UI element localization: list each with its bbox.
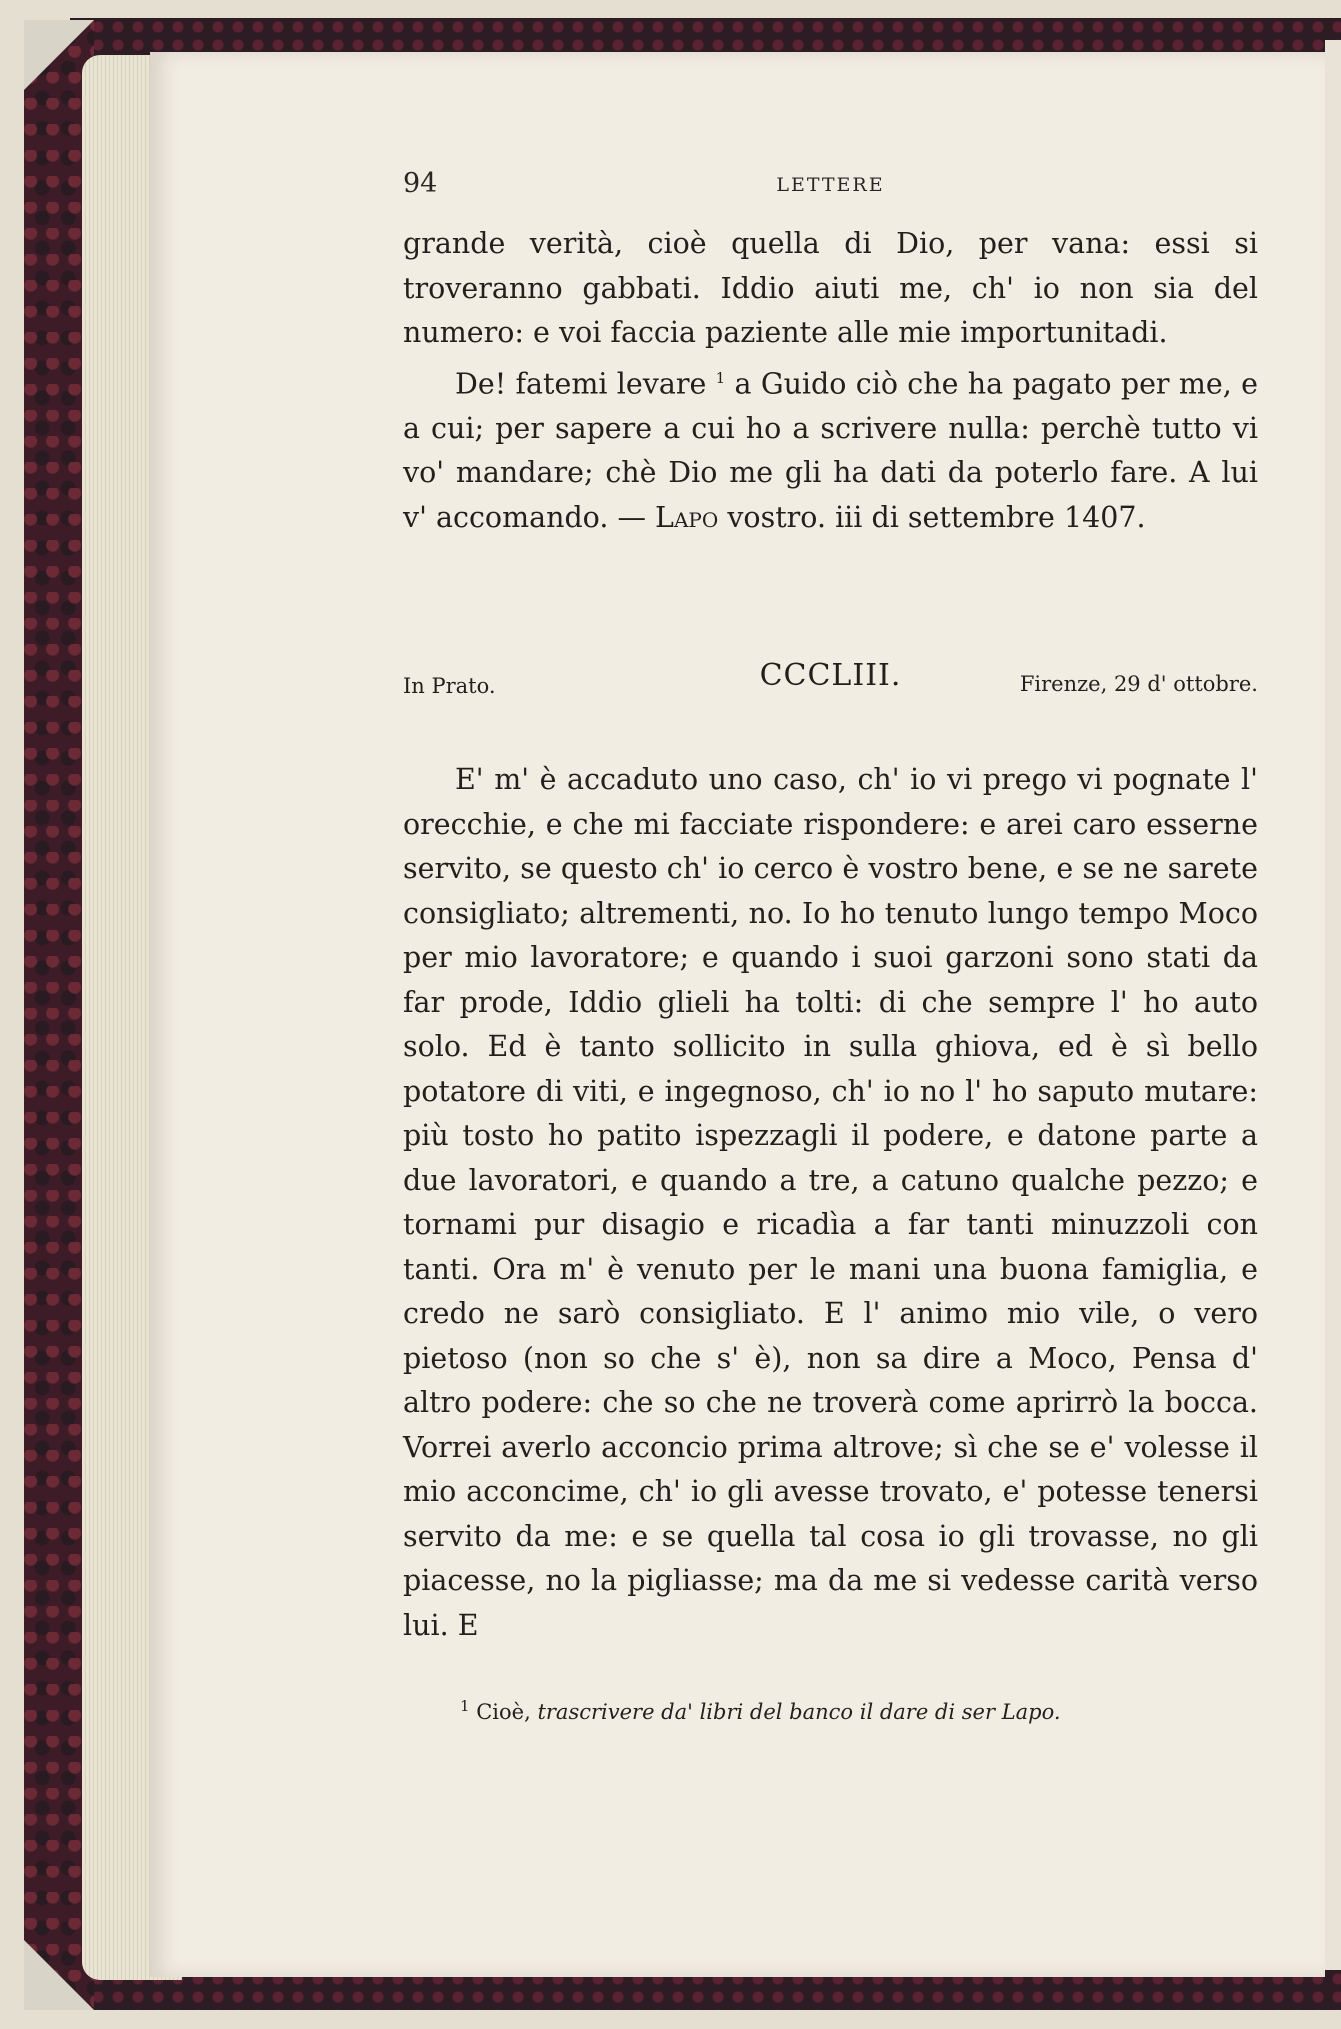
footnote-reference: 1 [715,368,726,387]
running-head [403,168,1258,208]
paragraph-1: grande verità, cioè quella di Dio, per vana: essi si troveranno gabbati. Iddio aiuti me, ch' io non sia del numero: e voi faccia paziente alle mie importunitadi. [403,227,1258,349]
letter-header [403,658,1258,708]
letter-addressee: In Prato. [403,674,496,698]
facing-page-strip [1325,40,1341,1970]
letter-paragraph: E' m' è accaduto uno caso, ch' io vi prego vi pognate l' orecchie, e che mi facciate rispondere: e arei caro esserne servito, se questo ch' io cerco è vostro bene, e se ne sarete consigliato; altrementi, no. Io ho tenuto lungo tempo Moco per mio lavoratore; e quando i suoi garzoni sono stati da far prode, Iddio glieli ha tolti: di che sempre l' ho auto solo. Ed è tanto sollicito in sulla ghiova, ed è sì bello potatore di viti, e ingegnoso, ch' io no l' ho saputo mutare: più tosto ho patito ispezzagli il podere, e datone parte a due lavoratori, e quando a tre, a catuno qualche pezzo; e tornami pur disagio e ricadìa a far tanti minuzzoli con tanti. Ora m' è venuto per le mani una buona famiglia, e credo ne sarò consigliato. E l' animo mio vile, o vero pietoso (non so che s' è), non sa dire a Moco, Pensa d' altro podere: che so che ne troverà come aprirrò la bocca. Vorrei averlo acconcio prima altrove; sì che se e' volesse il mio acconcime, ch' io gli avesse trovato, e' potesse tenersi servito da me: e se quella tal cosa io gli trovasse, no gli piacesse, no la pigliasse; ma da me si vedesse carità verso lui. E [403,763,1258,1642]
letter-number: CCCLIII. [759,658,902,693]
letter-body [403,758,1258,1648]
signature: Lapo [655,500,719,534]
footnote-text: trascrivere da' libri del banco il dare di ser Lapo. [537,1700,1061,1724]
previous-letter-text [403,222,1258,540]
letter-place-date: Firenze, 29 d' ottobre. [1019,672,1258,696]
closing-date: vostro. iii di settembre 1407. [727,500,1146,534]
running-title: LETTERE [776,174,885,196]
footnote-mark: 1 [460,1697,470,1715]
paragraph-2-before-note: De! fatemi levare [455,367,707,400]
paragraph-2-after-note: a Guido ciò che ha pagato per me, e a cui; per sapere a cui ho a scrivere nulla: perchè tutto vi vo' mandare; chè Dio me gli ha dati da poterlo fare. A lui v' accomando. — [403,367,1258,534]
footnote-lead: Cioè, [476,1700,531,1724]
paragraph-2 [403,356,1258,541]
footnote [460,1697,1260,1724]
page-number: 94 [403,168,438,199]
